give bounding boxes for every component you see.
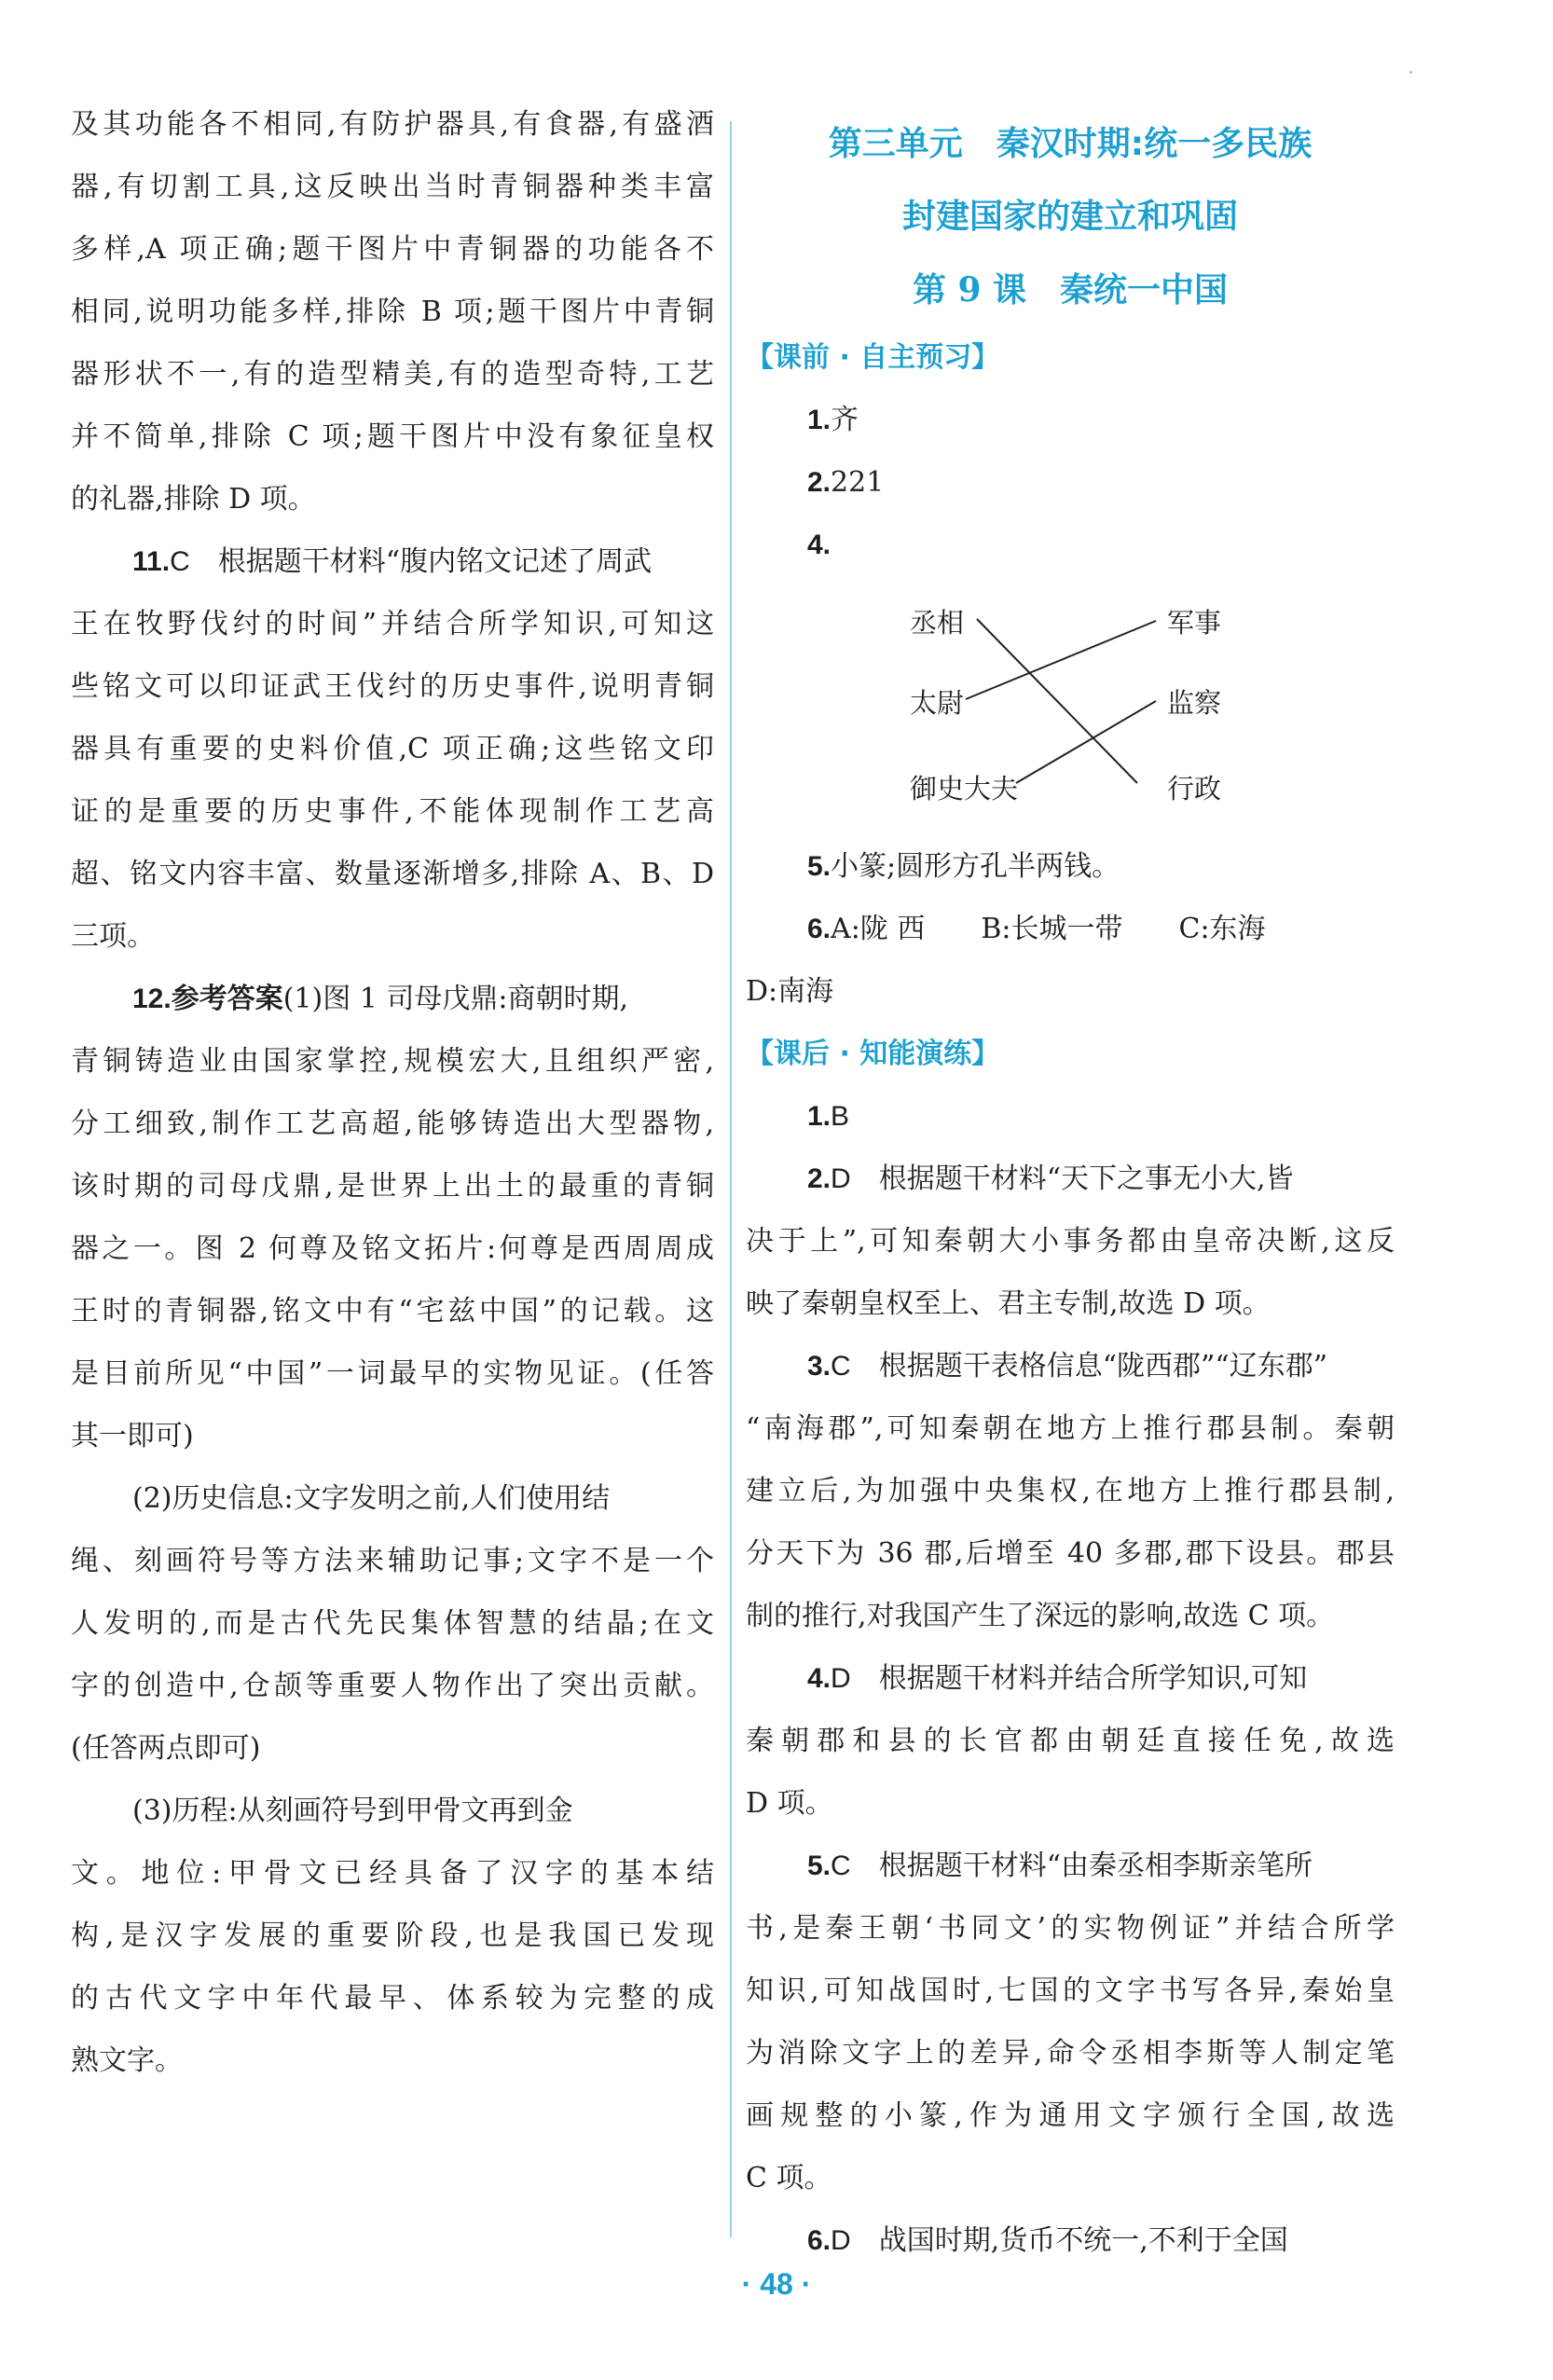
text-line: 秦朝郡和县的长官都由朝廷直接任免,故选 <box>746 1725 1395 1757</box>
text-line: 超、铭文内容丰富、数量逐渐增多,排除 A、B、D <box>71 858 714 890</box>
text-line: 证的是重要的历史事件,不能体现制作工艺高 <box>71 795 714 828</box>
answer-number: 5. <box>807 851 831 882</box>
answer-text: 齐 <box>831 404 859 436</box>
answer-text: 小篆;圆形方孔半两钱。 <box>831 850 1120 883</box>
answer-number: 4. <box>807 530 831 560</box>
match-line <box>966 621 1156 699</box>
text-line: 相同,说明功能多样,排除 B 项;题干图片中青铜 <box>71 296 714 328</box>
column-divider <box>730 121 732 2237</box>
text-line: D 项。 <box>746 1787 833 1820</box>
answer-number: 3. <box>807 1351 831 1382</box>
text-line: 些铭文可以印证武王伐纣的历史事件,说明青铜 <box>71 670 714 703</box>
page-number: · 48 · <box>741 2267 812 2301</box>
answer-number: 4. <box>807 1663 831 1694</box>
matching-lines <box>746 576 1395 856</box>
text-line: 决于上”,可知秦朝大小事务都由皇帝决断,这反 <box>746 1225 1395 1258</box>
match-line <box>1016 701 1156 783</box>
text-line: 书,是秦王朝‘书同文’的实物例证”并结合所学 <box>746 1912 1395 1945</box>
answer-number: 5. <box>807 1850 831 1881</box>
match-right-item: 监察 <box>1167 687 1222 719</box>
q12-text: (1)图 1 司母戊鼎:商朝时期, <box>282 983 629 1015</box>
text-line: 是目前所见“中国”一词最早的实物见证。(任答 <box>71 1357 714 1390</box>
text-line: 文。地位:甲骨文已经具备了汉字的基本结 <box>71 1857 714 1890</box>
text-line: D:南海 <box>746 975 834 1008</box>
answer-choice: B <box>831 1101 850 1132</box>
left-column <box>71 93 714 2092</box>
text-line: 并不简单,排除 C 项;题干图片中没有象征皇权 <box>71 420 714 453</box>
text-line: 画规整的小篆,作为通用文字颁行全国,故选 <box>746 2099 1395 2132</box>
q11-first-line <box>71 530 714 593</box>
answer-number: 1. <box>807 1101 831 1132</box>
answer-text: 根据题干材料并结合所学知识,可知 <box>878 1662 1308 1695</box>
answer-text: A:陇 西 B:长城一带 C:东海 <box>831 913 1266 945</box>
text-line: 人发明的,而是古代先民集体智慧的结晶;在文 <box>71 1607 714 1640</box>
post-answer-2 <box>746 1148 1395 1210</box>
answer-text: 根据题干材料“天下之事无小大,皆 <box>878 1162 1294 1195</box>
answer-number: 6. <box>807 2225 831 2256</box>
text-line: 知识,可知战国时,七国的文字书写各异,秦始皇 <box>746 1974 1395 2007</box>
text-line: 多样,A 项正确;题干图片中青铜器的功能各不 <box>71 233 714 266</box>
text-line: “南海郡”,可知秦朝在地方上推行郡县制。秦朝 <box>746 1412 1395 1445</box>
unit-subtitle: 封建国家的建立和巩固 <box>901 198 1238 236</box>
match-left-item: 御史大夫 <box>910 773 1019 805</box>
right-column <box>746 108 1395 2272</box>
answer-choice: D <box>831 2225 851 2256</box>
answer-number: 6. <box>807 914 831 944</box>
text-line: 分天下为 36 郡,后增至 40 多郡,郡下设县。郡县 <box>746 1537 1395 1570</box>
text-line: C 项。 <box>746 2162 832 2194</box>
post-answer-5 <box>746 1835 1395 1897</box>
text-line: 字的创造中,仓颉等重要人物作出了突出贡献。 <box>71 1670 714 1702</box>
answer-text: 根据题干表格信息“陇西郡”“辽东郡” <box>878 1350 1328 1383</box>
text-line: 青铜铸造业由国家掌控,规模宏大,且组织严密, <box>71 1045 714 1078</box>
post-answer-3 <box>746 1335 1395 1397</box>
q12-number: 12. <box>132 984 172 1014</box>
match-right-item: 行政 <box>1167 773 1222 805</box>
answer-number: 2. <box>807 1163 831 1194</box>
lesson-title: 第 9 课 秦统一中国 <box>912 270 1229 310</box>
post-answer-6 <box>746 2209 1395 2272</box>
answer-number: 2. <box>807 467 831 498</box>
text-line: 建立后,为加强中央集权,在地方上推行郡县制, <box>746 1475 1395 1507</box>
answer-choice: C <box>831 1850 851 1881</box>
text-line: 王在牧野伐纣的时间”并结合所学知识,可知这 <box>71 608 714 640</box>
unit-title: 第三单元 秦汉时期:统一多民族 <box>828 125 1312 163</box>
text-line: 该时期的司母戊鼎,是世界上出土的最重的青铜 <box>71 1170 714 1203</box>
pre-answer-2 <box>746 451 1395 514</box>
matching-diagram <box>746 576 1395 856</box>
answer-text: 221 <box>831 466 885 499</box>
text-line: 构,是汉字发展的重要阶段,也是我国已发现 <box>71 1919 714 1952</box>
q12-first-line <box>71 968 714 1030</box>
answer-text: 战国时期,货币不统一,不利于全国 <box>878 2224 1288 2257</box>
pre-answer-1 <box>746 389 1395 451</box>
text-line: 器形状不一,有的造型精美,有的造型奇特,工艺 <box>71 358 714 391</box>
answer-choice: D <box>831 1663 851 1694</box>
pre-answer-6 <box>746 898 1395 960</box>
text-line: 熟文字。 <box>71 2044 183 2077</box>
post-answer-4 <box>746 1647 1395 1710</box>
text-line: 王时的青铜器,铭文中有“宅兹中国”的记载。这 <box>71 1295 714 1328</box>
corner-mark <box>1409 71 1412 74</box>
q12-label: 参考答案 <box>171 983 283 1015</box>
answer-number: 1. <box>807 405 831 435</box>
text-line: (任答两点即可) <box>71 1732 261 1765</box>
text-line: 器,有切割工具,这反映出当时青铜器种类丰富 <box>71 171 714 203</box>
section-preview-heading: 【课前 · 自主预习】 <box>746 341 1000 374</box>
text-line: (2)历史信息:文字发明之前,人们使用结 <box>132 1482 611 1515</box>
q11-answer: C <box>170 546 190 577</box>
answer-choice: C <box>831 1351 851 1382</box>
match-left-item: 丞相 <box>910 607 965 639</box>
text-line: 制的推行,对我国产生了深远的影响,故选 C 项。 <box>746 1600 1335 1632</box>
q11-number: 11. <box>132 546 171 577</box>
text-line: 映了秦朝皇权至上、君主专制,故选 D 项。 <box>746 1287 1271 1320</box>
post-answer-1 <box>746 1085 1395 1148</box>
text-line: 绳、刻画符号等方法来辅助记事;文字不是一个 <box>71 1545 714 1577</box>
answer-text: 根据题干材料“由秦丞相李斯亲笔所 <box>878 1850 1313 1882</box>
q11-text: 根据题干材料“腹内铭文记述了周武 <box>217 545 653 578</box>
text-line: 的古代文字中年代最早、体系较为完整的成 <box>71 1982 714 2015</box>
text-line: 器之一。图 2 何尊及铭文拓片:何尊是西周周成 <box>71 1232 714 1265</box>
text-line: (3)历程:从刻画符号到甲骨文再到金 <box>132 1795 573 1827</box>
pre-answer-4 <box>746 514 1395 576</box>
text-line: 及其功能各不相同,有防护器具,有食器,有盛酒 <box>71 108 714 141</box>
text-line: 其一即可) <box>71 1420 194 1452</box>
text-line: 为消除文字上的差异,命令丞相李斯等人制定笔 <box>746 2037 1395 2070</box>
match-right-item: 军事 <box>1167 607 1222 639</box>
text-line: 的礼器,排除 D 项。 <box>71 483 316 516</box>
section-practice-heading: 【课后 · 知能演练】 <box>746 1038 1000 1070</box>
text-line: 三项。 <box>71 920 155 953</box>
match-left-item: 太尉 <box>910 687 965 719</box>
answer-choice: D <box>831 1163 851 1194</box>
text-line: 器具有重要的史料价值,C 项正确;这些铭文印 <box>71 733 714 765</box>
text-line: 分工细致,制作工艺高超,能够铸造出大型器物, <box>71 1107 714 1140</box>
